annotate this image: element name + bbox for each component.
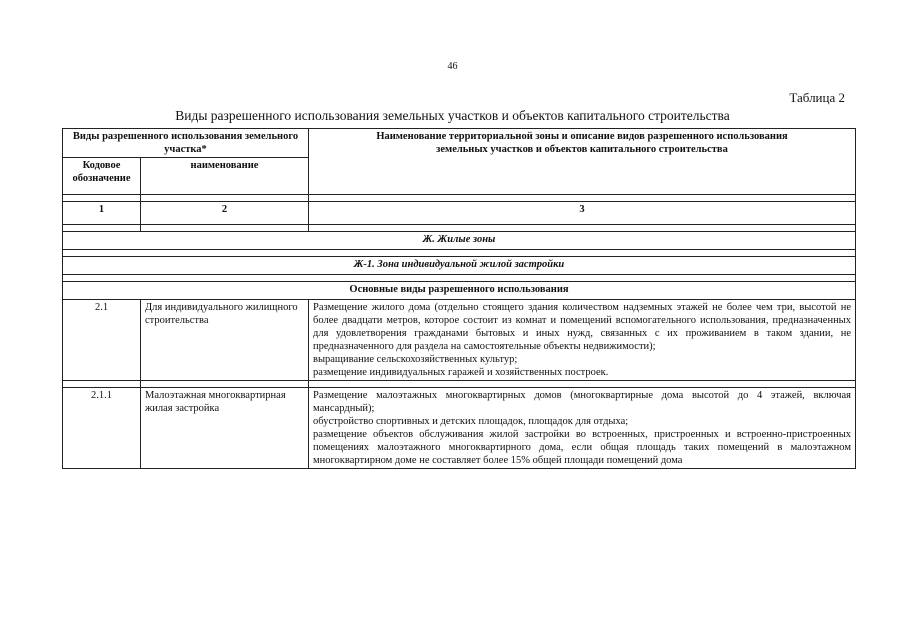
table-row (63, 300, 856, 381)
row-description (309, 388, 856, 469)
table-label: Таблица 2 (789, 90, 845, 105)
column-number-3: 3 (309, 202, 856, 225)
description-paragraph: обустройство спортивных и детских площадок, площадок для отдыха; (313, 416, 629, 427)
land-use-table (62, 128, 856, 469)
column-number-1: 1 (63, 202, 141, 225)
description-paragraph: выращивание сельскохозяйственных культур; (313, 354, 518, 365)
table-row (63, 388, 856, 469)
header-group-left: Виды разрешенного использования земельного участка* (63, 129, 309, 158)
description-paragraph: Размещение малоэтажных многоквартирных домов (многоквартирные дома высотой до 4 этажей, включая мансардный); (313, 390, 851, 414)
subzone-heading-text: Ж-1. Зона индивидуальной жилой застройки (353, 259, 565, 270)
header-group-right: Наименование территориальной зоны и описание видов разрешенного использования земельных участков и объектов капитального строительства (309, 129, 856, 195)
row-name: Малоэтажная многоквартирная жилая застройка (141, 388, 309, 469)
header-code-column: Кодовое обозначение (63, 158, 141, 195)
description-paragraph: размещение индивидуальных гаражей и хозяйственных построек. (313, 367, 609, 378)
row-code: 2.1 (63, 300, 141, 381)
row-description (309, 300, 856, 381)
column-number-2: 2 (141, 202, 309, 225)
document-title: Виды разрешенного использования земельных участков и объектов капитального строительства (175, 108, 730, 123)
row-code: 2.1.1 (63, 388, 141, 469)
header-name-column: наименование (141, 158, 309, 195)
subzone-heading (63, 257, 856, 275)
zone-heading: Ж. Жилые зоны (63, 232, 856, 250)
row-name: Для индивидуального жилищного строительства (141, 300, 309, 381)
main-uses-heading: Основные виды разрешенного использования (63, 282, 856, 300)
description-paragraph: размещение объектов обслуживания жилой застройки во встроенных, пристроенных и встроенно-пристроенных помещениях малоэтажного многоквартирного дома, если общая площадь таких помещений в малоэтажном многоквартирном доме не составляет более 15% общей площади помещений дома (313, 429, 851, 466)
page-number: 46 (447, 61, 458, 72)
description-paragraph: Размещение жилого дома (отдельно стоящего здания количеством надземных этажей не более чем три, высотой не более двадцати метров, которое состоит из комнат и помещений вспомогательного использования, предназначенных для удовлетворения гражданами бытовых и иных нужд, связанных с их проживанием в таком здании, не предназначенного для раздела на самостоятельные объекты недвижимости); (313, 302, 851, 352)
